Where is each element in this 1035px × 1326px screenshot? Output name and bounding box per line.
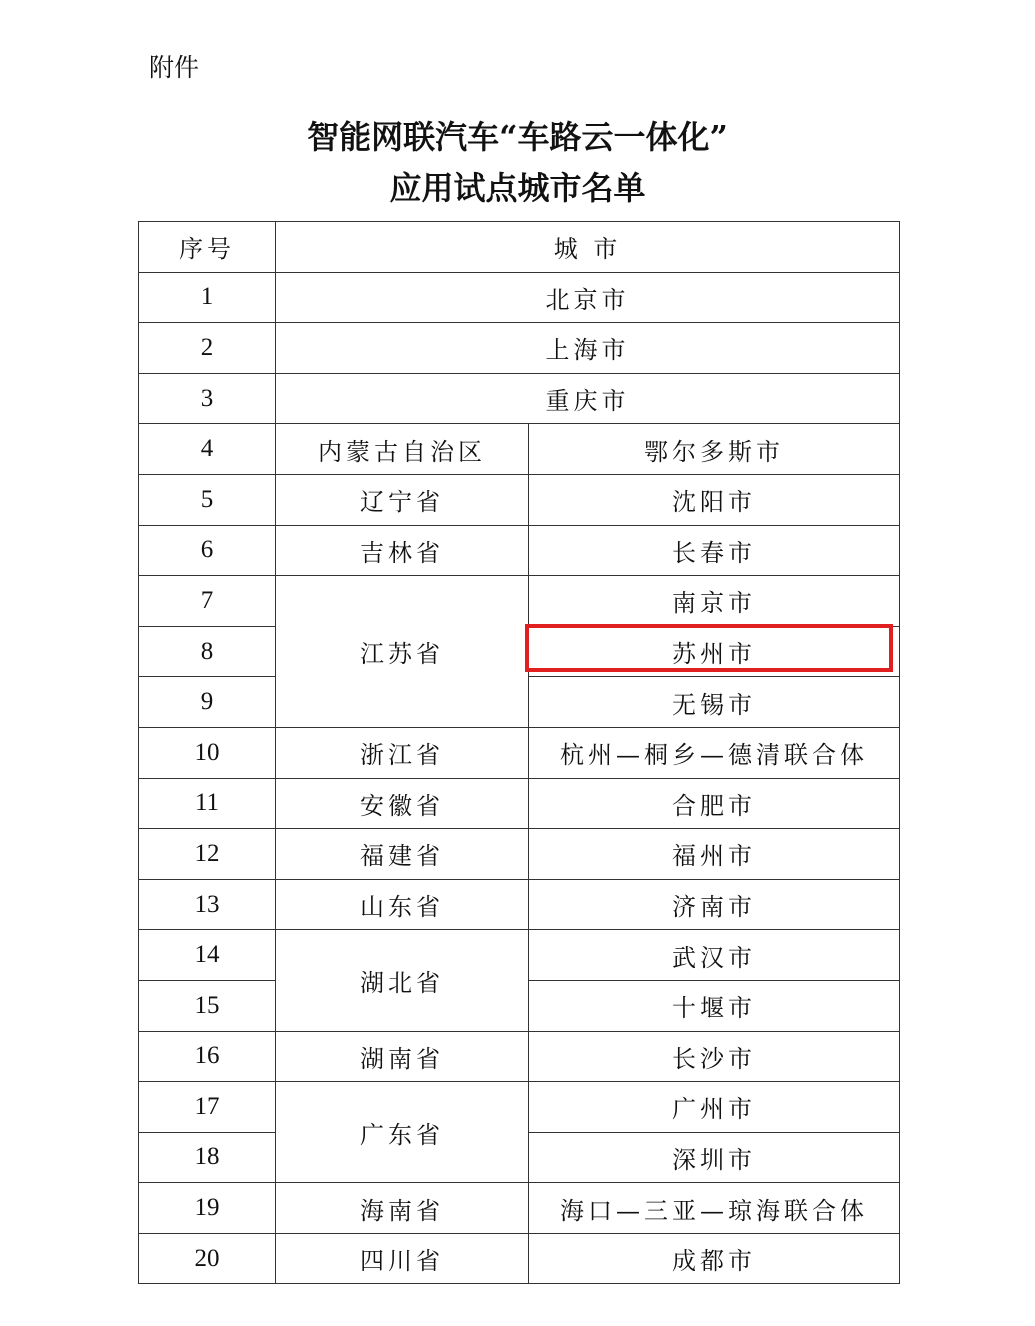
- city-cell: 济南市: [529, 879, 900, 930]
- row-number: 1: [139, 272, 276, 323]
- city-cell-highlighted: 苏州市: [529, 626, 900, 677]
- table-row: [139, 1233, 900, 1284]
- city-cell: 南京市: [529, 576, 900, 627]
- row-number: 2: [139, 323, 276, 374]
- province-cell: 福建省: [276, 829, 529, 880]
- row-number: 11: [139, 778, 276, 829]
- city-cell: 合肥市: [529, 778, 900, 829]
- city-cell: 鄂尔多斯市: [529, 424, 900, 475]
- row-number: 18: [139, 1132, 276, 1183]
- table-row: [139, 525, 900, 576]
- city-cell: 成都市: [529, 1233, 900, 1284]
- row-number: 6: [139, 525, 276, 576]
- document-title-line1: 智能网联汽车“车路云一体化”: [307, 118, 728, 156]
- province-cell: 内蒙古自治区: [276, 424, 529, 475]
- city-cell: 十堰市: [529, 980, 900, 1031]
- row-number: 12: [139, 829, 276, 880]
- city-cell: 深圳市: [529, 1132, 900, 1183]
- city-cell: 上海市: [276, 323, 900, 374]
- row-number: 8: [139, 626, 276, 677]
- row-number: 5: [139, 474, 276, 525]
- row-number: 9: [139, 677, 276, 728]
- province-cell: 广东省: [276, 1082, 529, 1183]
- table-row: [139, 879, 900, 930]
- province-cell: 浙江省: [276, 727, 529, 778]
- city-cell: 武汉市: [529, 930, 900, 981]
- province-cell: 辽宁省: [276, 474, 529, 525]
- table-row: [139, 272, 900, 323]
- province-cell: 湖北省: [276, 930, 529, 1031]
- table-row: [139, 727, 900, 778]
- header-city: 城 市: [276, 222, 900, 273]
- table-row: [139, 1183, 900, 1234]
- row-number: 4: [139, 424, 276, 475]
- city-cell: 北京市: [276, 272, 900, 323]
- table-row: [139, 424, 900, 475]
- city-cell: 重庆市: [276, 373, 900, 424]
- province-cell: 海南省: [276, 1183, 529, 1234]
- province-cell: 江苏省: [276, 576, 529, 728]
- row-number: 13: [139, 879, 276, 930]
- city-cell: 长春市: [529, 525, 900, 576]
- row-number: 17: [139, 1082, 276, 1133]
- table-row: [139, 474, 900, 525]
- table-header-row: [139, 222, 900, 273]
- row-number: 15: [139, 980, 276, 1031]
- row-number: 7: [139, 576, 276, 627]
- row-number: 16: [139, 1031, 276, 1082]
- city-cell: 无锡市: [529, 677, 900, 728]
- table-row: [139, 1031, 900, 1082]
- table-row: [139, 323, 900, 374]
- province-cell: 四川省: [276, 1233, 529, 1284]
- row-number: 3: [139, 373, 276, 424]
- header-index: 序号: [139, 222, 276, 273]
- row-number: 19: [139, 1183, 276, 1234]
- highlight-box: [525, 624, 893, 672]
- table-row: [139, 373, 900, 424]
- province-cell: 湖南省: [276, 1031, 529, 1082]
- attachment-label: 附件: [149, 53, 200, 82]
- row-number: 14: [139, 930, 276, 981]
- province-cell: 吉林省: [276, 525, 529, 576]
- city-cell: 广州市: [529, 1082, 900, 1133]
- city-cell: 杭州—桐乡—德清联合体: [529, 727, 900, 778]
- city-cell: 沈阳市: [529, 474, 900, 525]
- province-cell: 安徽省: [276, 778, 529, 829]
- table-row: [139, 576, 900, 627]
- pilot-city-table: [138, 221, 900, 1284]
- province-cell: 山东省: [276, 879, 529, 930]
- city-cell: 长沙市: [529, 1031, 900, 1082]
- table-row: [139, 778, 900, 829]
- table-row: [139, 829, 900, 880]
- table-row: [139, 1082, 900, 1133]
- table-row: [139, 930, 900, 981]
- city-cell: 福州市: [529, 829, 900, 880]
- city-cell: 海口—三亚—琼海联合体: [529, 1183, 900, 1234]
- row-number: 20: [139, 1233, 276, 1284]
- document-title-line2: 应用试点城市名单: [389, 169, 646, 207]
- row-number: 10: [139, 727, 276, 778]
